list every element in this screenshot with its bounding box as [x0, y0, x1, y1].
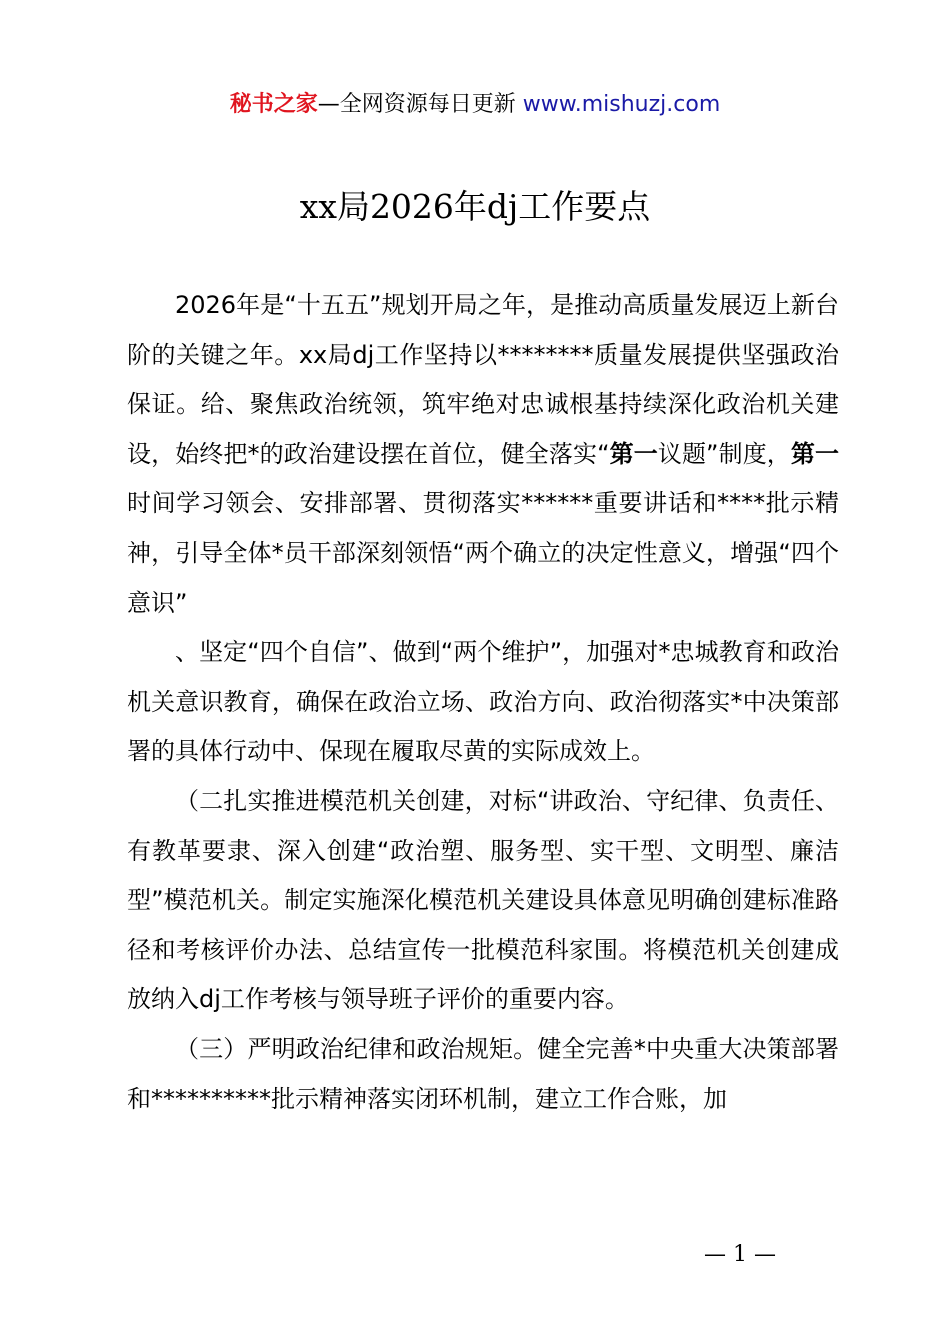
brand-name: 秘书之家	[229, 92, 318, 117]
page-number: — 1 —	[704, 1242, 776, 1267]
quote-open: “	[597, 439, 610, 468]
site-url-link[interactable]: www.mishuzj.com	[522, 92, 721, 117]
paragraph-intro-text: 2026年是“十五五”规划开局之年，是推动高质量发展迈上新台阶的关键之年。xx局dj工作坚持以********质量发展提供坚强政治保证。给、聚焦政治统领，筑牢绝对忠诚根基持续深化政治机关建设，始终把*的政治建设摆在首位，健全落实	[127, 291, 839, 468]
bold-first-1: 第一	[609, 439, 658, 468]
site-header	[0, 88, 950, 122]
paragraph-political-loyalty: 、坚定“四个自信”、做到“两个维护”，加强对*忠城教育和政治机关意识教育，确保在政治立场、政治方向、政治彻落实*中决策部署的具体行动中、保现在履取尽黄的实际成效上。	[127, 638, 839, 766]
paragraph-discipline: （三）严明政治纪律和政治规矩。健全完善*中央重大决策部署和**********批示精神落实闭环机制，建立工作合账，加	[127, 1034, 839, 1113]
paragraph-intro-rest: 时间学习领会、安排部署、贯彻落实******重要讲话和****批示精神，引导全体*员干部深刻领悟“两个确立的决定性意义，增强“四个意识”	[127, 489, 839, 617]
bold-first-2: 第一	[790, 439, 840, 468]
document-title: xx局2026年dj工作要点	[299, 187, 651, 226]
paragraph-model-agency: （二扎实推进模范机关创建，对标“讲政治、守纪律、负责任、有教革要隶、深入创建“政治塑、服务型、实干型、文明型、廉洁型”模范机关。制定实施深化模范机关建设具体意见明确创建标准路径和考核评价办法、总结宣传一批模范科家围。将模范机关创建成放纳入dj工作考核与领导班子评价的重要内容。	[127, 786, 839, 1014]
paragraph-intro	[127, 281, 839, 628]
header-tagline: —全网资源每日更新	[317, 92, 523, 117]
document-body	[127, 281, 839, 1124]
paragraph-intro-mid: 议题”制度，	[657, 439, 791, 468]
